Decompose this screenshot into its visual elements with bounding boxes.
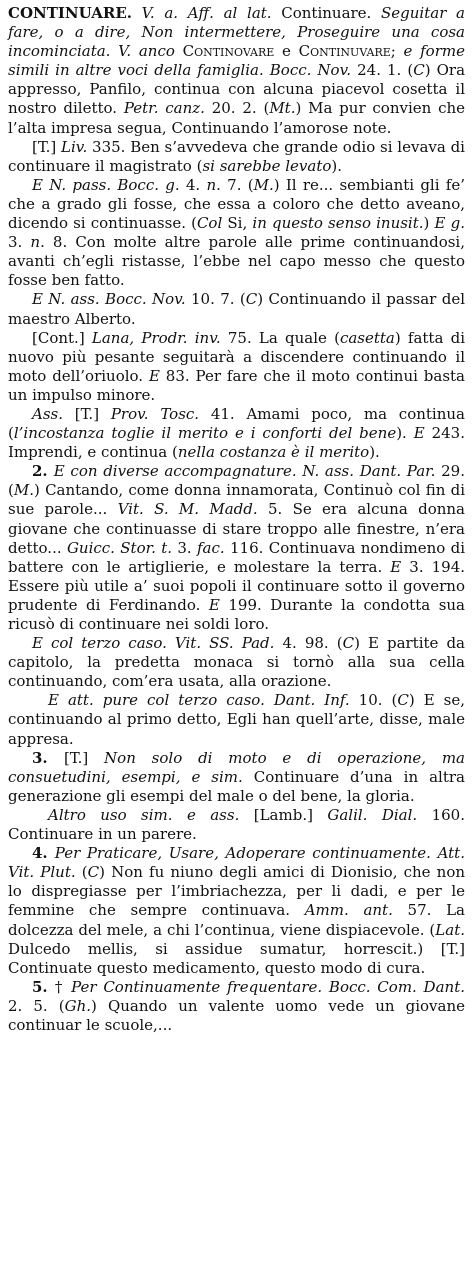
- entry-paragraph: [8, 462, 465, 634]
- headword: CONTINUARE.: [8, 4, 132, 22]
- text-run: ) E partite da capitolo, la predetta monaca si tornò alla sua cella continuando, com’era usata, alla orazione.: [8, 634, 465, 691]
- text-run: ).: [331, 156, 343, 175]
- entry-paragraph: [8, 634, 465, 691]
- text-run: ).: [396, 424, 414, 443]
- text-run: 8. Con molte altre parole alle prime continuandosi, avanti ch’egli ristasse, l’ebbe nel capo messo che questo fosse ben fatto.: [8, 233, 465, 290]
- text-run: Si,: [222, 214, 253, 233]
- entry-paragraph: [8, 329, 465, 405]
- italic-run: Amm. ant.: [304, 901, 393, 920]
- italic-run: E g.: [434, 214, 465, 233]
- italic-run: fac.: [197, 538, 225, 557]
- entry-definition: [8, 4, 465, 138]
- italic-run: E att. pure col terzo caso. Dant. Inf.: [48, 691, 350, 710]
- italic-run: E: [208, 595, 220, 614]
- text-run: ).: [369, 443, 380, 462]
- sense-number: 3.: [32, 748, 64, 767]
- italic-run: l’incostanza toglie il merito e i conforti del bene: [13, 424, 397, 443]
- small-caps-run: Continuvare: [298, 42, 391, 61]
- italic-run: Vit. S. M. Madd.: [117, 500, 258, 519]
- italic-run: Per Praticare, Usare, Adoperare continuamente. Att. Vit. Plut.: [8, 844, 465, 882]
- italic-run: E N. pass. Bocc. g.: [32, 175, 180, 194]
- italic-run: Per Continuamente frequentare. Bocc. Com. Dant.: [71, 977, 465, 996]
- italic-run: e forme simili in altre voci della famiglia. Bocc. Nov.: [8, 42, 465, 80]
- entry-paragraph: [8, 749, 465, 806]
- italic-run: Ass.: [32, 404, 63, 423]
- sense-number: 2.: [32, 462, 54, 481]
- text-run: ) fatta di nuovo più pesante seguitarà a discendere continuando il moto dell’oriuolo.: [8, 328, 465, 385]
- text-run: 3. 194. Essere più utile a’ suoi popoli il continuare sotto il governo prudente di Ferdinando.: [8, 557, 465, 614]
- entry-paragraph: [8, 405, 465, 462]
- text-run: ;: [390, 42, 404, 61]
- entry-paragraph: [8, 844, 465, 978]
- italic-run: E con diverse accompagnature. N. ass. Dant. Par.: [53, 462, 436, 481]
- entry-paragraph: [8, 691, 465, 748]
- text-run: e: [274, 42, 299, 61]
- italic-run: n.: [206, 175, 221, 194]
- text-run: 10. 7. (: [185, 290, 246, 309]
- italic-run: E: [390, 557, 402, 576]
- italic-run: si sarebbe levato: [202, 156, 332, 175]
- text-run: 75. La quale (: [220, 328, 340, 347]
- entry-paragraph: [8, 978, 465, 1035]
- italic-run: C: [413, 61, 425, 80]
- text-run: 29. (: [8, 462, 465, 500]
- text-run: 116. Continuava nondimeno di battere con le artiglierie, e molestare la terra.: [8, 538, 465, 576]
- italic-run: C: [245, 290, 258, 309]
- italic-run: Guicc. Stor. t.: [66, 538, 173, 557]
- text-run: ) Continuando il passar del maestro Alberto.: [8, 290, 465, 328]
- italic-run: E: [413, 424, 425, 443]
- italic-run: E: [148, 366, 160, 385]
- italic-run: E col terzo caso. Vit. SS. Pad.: [32, 634, 275, 653]
- text-run: 3.: [172, 538, 197, 557]
- text-run: 5. Se era alcuna donna giovane che continuasse di stare troppo alle finestre, n’era detto...: [8, 500, 465, 557]
- italic-run: in questo senso inusit.: [252, 214, 424, 233]
- italic-run: C: [342, 634, 355, 653]
- text-run: [T.]: [32, 137, 62, 156]
- text-run: 83. Per fare che il moto continui basta un impulso minore.: [8, 366, 466, 404]
- italic-run: C: [397, 691, 409, 710]
- italic-run: M.: [253, 175, 274, 194]
- text-run: ) Non fu niuno degli amici di Dionisio, che non lo dispregiasse per l’imbriachezza, per li dadi, e per le femmine che sempre continuava.: [8, 863, 466, 920]
- text-run: 20. 2. (: [204, 99, 270, 118]
- text-run: Continuare.: [271, 4, 382, 22]
- italic-run: Gh.: [64, 996, 92, 1015]
- text-run: 57. La dolcezza del mele, a chi l’continua, viene dispiacevole. (: [8, 901, 465, 939]
- italic-run: Non solo di moto e di operazione, ma consuetudini, esempi, e sim.: [8, 748, 465, 786]
- entry-paragraph: [8, 806, 465, 844]
- text-run: 199. Durante la condotta sua ricusò di continuare nei soldi loro.: [8, 595, 465, 633]
- sense-number: 4.: [32, 844, 55, 863]
- italic-run: n.: [30, 233, 45, 252]
- text-run: 10. (: [349, 691, 398, 710]
- text-run: 4. 98. (: [274, 634, 343, 653]
- italic-run: Seguitar a fare, o a dire, Non intermettere, Proseguire una cosa incominciata. V. anco: [8, 4, 465, 61]
- text-run: 2. 5. (: [8, 996, 65, 1015]
- text-run: 335. Ben s’avvedeva che grande odio si levava di continuare il magistrato (: [8, 137, 465, 175]
- italic-run: Mt.: [269, 99, 296, 118]
- text-run: 160. Continuare in un parere.: [8, 805, 465, 844]
- text-run: Dulcedo mellis, si assidue sumatur, horrescit.) [T.] Continuate questo medicamento, questo modo di cura.: [8, 939, 465, 977]
- text-run: [Lamb.]: [239, 805, 328, 824]
- entry-paragraph: [8, 138, 465, 176]
- text-run: ) Ma pur convien che l’alta impresa segua, Continuando l’amorose note.: [8, 99, 466, 137]
- text-run: 24. 1. (: [351, 61, 414, 80]
- text-run: [Cont.]: [32, 328, 92, 347]
- text-run: ) Il re... sembianti gli fe’ che a grado gli fosse, che essa a coloro che detto aveano, dicendo si continuasse. (: [8, 175, 465, 233]
- text-run: ) E se, continuando al primo detto, Egli han quell’arte, disse, male appresa.: [8, 691, 466, 748]
- italic-run: Galil. Dial.: [327, 805, 418, 824]
- small-caps-run: Continovare: [174, 42, 275, 61]
- text-run: ): [423, 214, 435, 233]
- text-run: 3.: [8, 233, 31, 252]
- text-run: [T.]: [63, 404, 111, 423]
- italic-run: V. a. Aff. al lat.: [131, 4, 272, 22]
- entry-paragraph: [8, 290, 465, 328]
- italic-run: Lana, Prodr. inv.: [91, 328, 221, 347]
- italic-run: E N. ass. Bocc. Nov.: [32, 290, 186, 309]
- text-run: 7. (: [220, 175, 254, 194]
- sense-number: 5.: [32, 977, 55, 996]
- text-run: [T.]: [63, 748, 105, 767]
- text-run: 41. Amami poco, ma continua (: [8, 404, 465, 443]
- entry-paragraph: [8, 176, 465, 291]
- italic-run: Lat.: [435, 920, 465, 939]
- text-run: (: [75, 863, 88, 882]
- italic-run: Col: [196, 214, 223, 233]
- text-run: †: [54, 977, 72, 996]
- italic-run: Liv.: [61, 137, 88, 156]
- italic-run: casetta: [339, 328, 395, 347]
- italic-run: C: [87, 863, 100, 882]
- italic-run: Prov. Tosc.: [110, 404, 200, 423]
- text-run: ) Cantando, come donna innamorata, Continuò col fin di sue parole...: [8, 481, 465, 519]
- text-run: Continuare d’una in altra generazione gli esempi del male o del bene, la gloria.: [8, 767, 465, 805]
- text-run: ) Ora appresso, Panfilo, continua con alcuna piacevol cosetta il nostro diletto.: [8, 61, 466, 118]
- italic-run: Altro uso sim. e ass.: [48, 805, 240, 824]
- text-run: 4.: [179, 175, 207, 194]
- italic-run: Petr. canz.: [123, 99, 205, 118]
- text-run: 243. Imprendi, e continua (: [8, 424, 465, 462]
- italic-run: M.: [13, 481, 34, 500]
- text-run: ) Quando un valente uomo vede un giovane continuar le scuole,...: [8, 996, 465, 1034]
- italic-run: nella costanza è il merito: [177, 443, 370, 462]
